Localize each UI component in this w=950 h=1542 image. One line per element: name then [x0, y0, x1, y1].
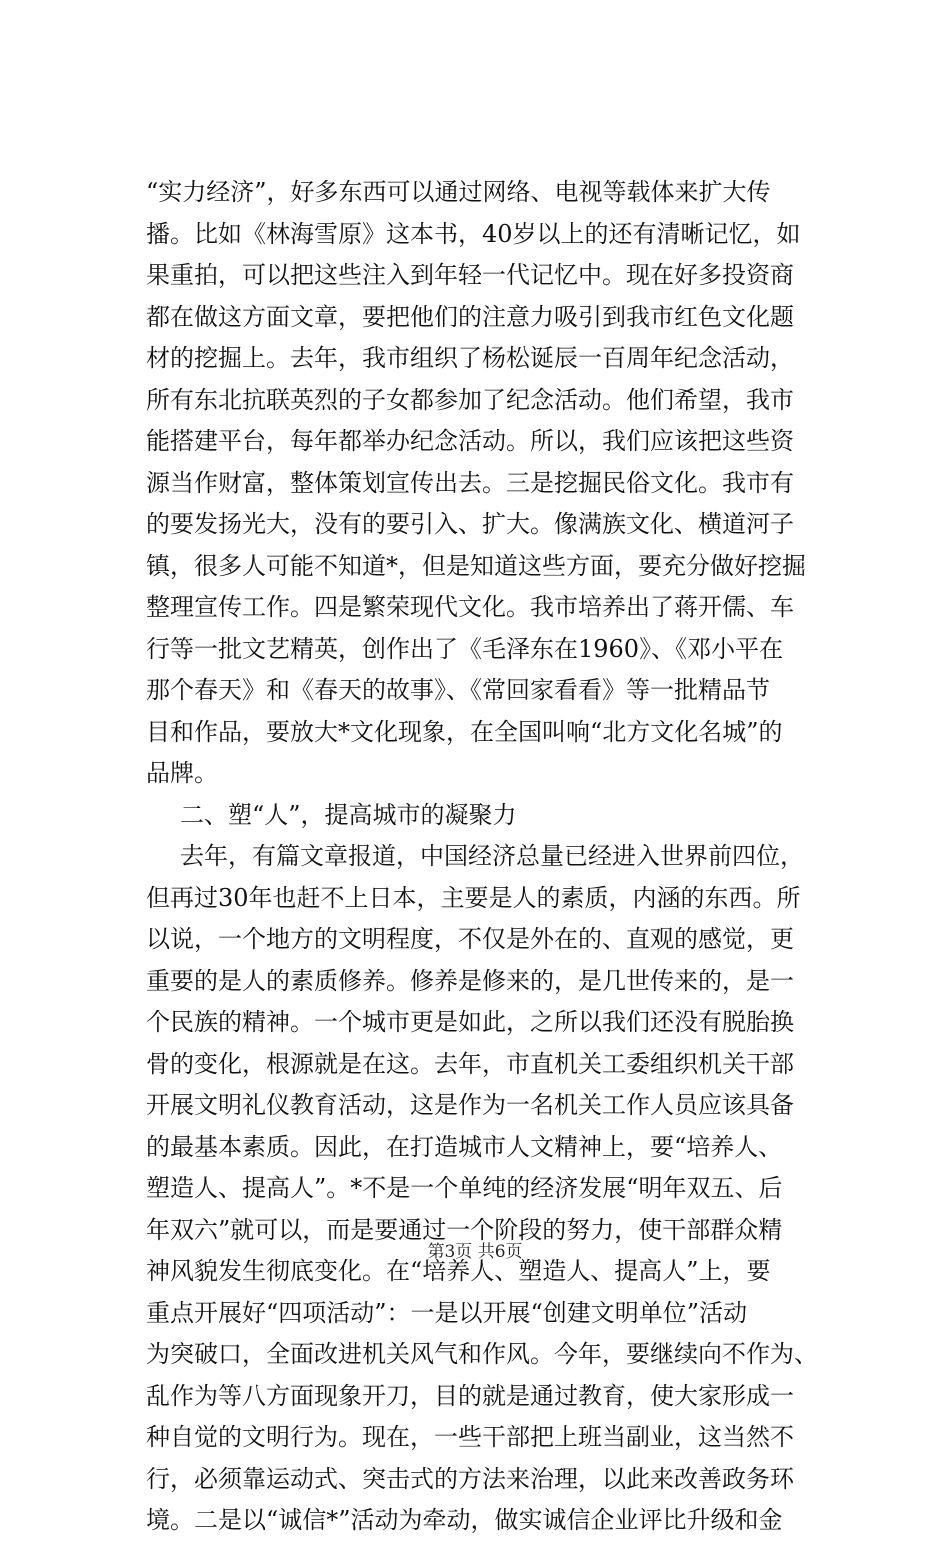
- text-line: 为突破口，全面改进机关风气和作风。今年，要继续向不作为、: [146, 1340, 818, 1368]
- text-line: 那个春天》和《春天的故事》、《常回家看看》等一批精品节: [146, 676, 770, 704]
- text-line: 的最基本素质。因此，在打造城市人文精神上，要“培养人、: [146, 1132, 783, 1161]
- text-line: 的要发扬光大，没有的要引入、扩大。像满族文化、横道河子: [146, 510, 794, 538]
- text-line: 都在做这方面文章，要把他们的注意力吸引到我市红色文化题: [146, 302, 794, 331]
- text-line: 去年，有篇文章报道，中国经济总量已经进入世界前四位，: [180, 842, 804, 870]
- text-line: 乱作为等八方面现象开刀，目的就是通过教育，使大家形成一: [146, 1381, 794, 1410]
- text-line: 重点开展好“四项活动”：一是以开展“创建文明单位”活动: [146, 1298, 748, 1327]
- section-heading: 二、塑“人”，提高城市的凝聚力: [180, 800, 517, 829]
- text-line: 重要的是人的素质修养。修养是修来的，是几世传来的，是一: [146, 966, 794, 995]
- text-line: 以说，一个地方的文明程度，不仅是外在的、直观的感觉，更: [146, 925, 794, 953]
- text-line: 所有东北抗联英烈的子女都参加了纪念活动。他们希望，我市: [146, 385, 794, 414]
- text-line: 但再过30年也赶不上日本，主要是人的素质，内涵的东西。所: [146, 883, 801, 912]
- text-line: 种自觉的文明行为。现在，一些干部把上班当副业，这当然不: [146, 1423, 794, 1451]
- text-line: 果重拍，可以把这些注入到年轻一代记忆中。现在好多投资商: [146, 261, 794, 289]
- text-line: 材的挖掘上。去年，我市组织了杨松诞辰一百周年纪念活动，: [146, 344, 794, 372]
- text-line: 境。二是以“诚信*”活动为牵动，做实诚信企业评比升级和金: [146, 1506, 783, 1534]
- text-line: 镇，很多人可能不知道*，但是知道这些方面，要充分做好挖掘: [146, 551, 806, 580]
- document-body: [146, 172, 836, 1542]
- text-line: 神风貌发生彻底变化。在“培养人、塑造人、提高人”上，要: [146, 1257, 771, 1285]
- text-line: 行等一批文艺精英，创作出了《毛泽东在1960》、《邓小平在: [146, 634, 784, 663]
- text-line: 行，必须靠运动式、突击式的方法来治理，以此来改善政务环: [146, 1464, 794, 1493]
- text-line: 目和作品，要放大*文化现象，在全国叫响“北方文化名城”的: [146, 717, 783, 746]
- text-line: 整理宣传工作。四是繁荣现代文化。我市培养出了蒋开儒、车: [146, 593, 794, 621]
- text-line: “实力经济”，好多东西可以通过网络、电视等载体来扩大传: [146, 178, 771, 206]
- text-line: 骨的变化，根源就是在这。去年，市直机关工委组织机关干部: [146, 1049, 794, 1078]
- text-line: 能搭建平台，每年都举办纪念活动。所以，我们应该把这些资: [146, 427, 794, 455]
- text-line: 源当作财富，整体策划宣传出去。三是挖掘民俗文化。我市有: [146, 468, 794, 497]
- text-line: 个民族的精神。一个城市更是如此，之所以我们还没有脱胎换: [146, 1008, 794, 1036]
- text-line: 年双六”就可以，而是要通过一个阶段的努力，使干部群众精: [146, 1215, 783, 1244]
- text-line: 塑造人、提高人”。*不是一个单纯的经济发展“明年双五、后: [146, 1174, 783, 1202]
- page-footer: 第3页 共6页: [427, 1242, 523, 1262]
- text-line: 开展文明礼仪教育活动，这是作为一名机关工作人员应该具备: [146, 1091, 794, 1119]
- text-line: 品牌。: [146, 759, 218, 787]
- text-line: 播。比如《林海雪原》这本书，40岁以上的还有清晰记忆，如: [146, 219, 801, 248]
